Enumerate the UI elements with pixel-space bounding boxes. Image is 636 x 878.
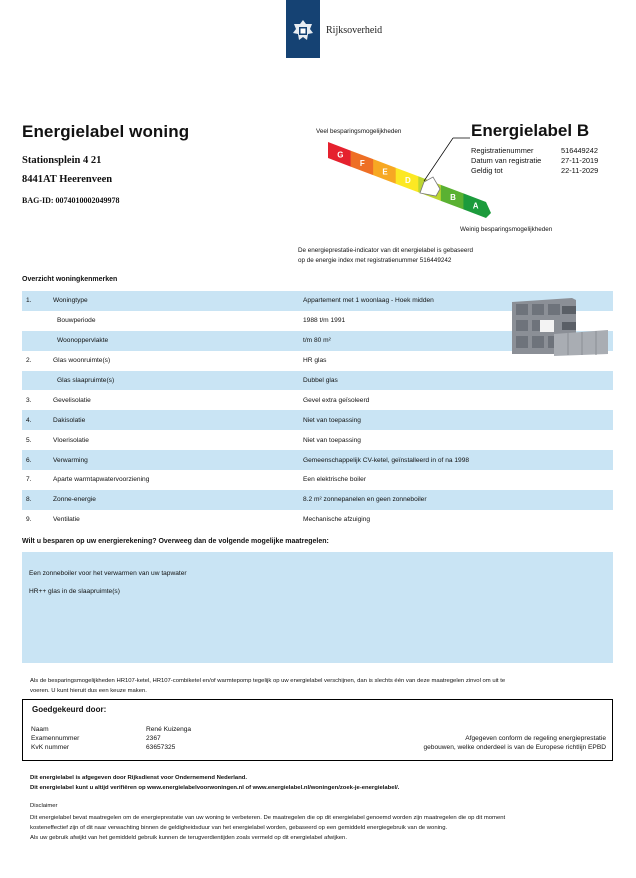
caption-few-savings: Weinig besparingsmogelijkheden <box>460 226 553 233</box>
label-class-letter: E <box>382 167 388 177</box>
disclaimer-text <box>30 813 600 843</box>
footnote-line1: Als de besparingsmogelijkheden HR107-ketel, HR107-combiketel en/of warmtepomp tegelijk op uw energielabel verschijnen, dan is slechts één van deze maatregelen zinvol om uit te <box>30 678 506 684</box>
label-class-letter: B <box>450 193 456 203</box>
approval-box <box>22 699 613 761</box>
label-class-title: Energielabel B <box>471 121 590 140</box>
row-value: Dubbel glas <box>303 371 613 391</box>
disclaimer-line1: Dit energielabel bevat maatregelen om de energieprestatie van uw woning te verbeteren. De maatregelen die op dit energielabel genoemd worden zijn maatregelen die op dit moment <box>30 815 506 821</box>
document-title: Energielabel woning <box>22 122 190 141</box>
approver-name-label: Naam <box>31 726 49 733</box>
row-number <box>22 311 53 331</box>
kvk-number: 63657325 <box>146 744 176 751</box>
row-value: Een elektrische boiler <box>303 476 367 484</box>
row-label: Zonne-energie <box>53 490 303 510</box>
issued-by-note <box>30 773 399 793</box>
table-row <box>22 470 613 490</box>
row-value: Gemeenschappelijk CV-ketel, geïnstalleerd in of na 1998 <box>303 450 613 470</box>
row-label: Glas slaapruimte(s) <box>53 371 303 391</box>
address-city: 8441AT Heerenveen <box>22 174 113 185</box>
row-value: Mechanische afzuiging <box>303 516 371 524</box>
caption-many-savings: Veel besparingsmogelijkheden <box>316 128 402 135</box>
table-row <box>22 510 613 530</box>
registration-date-label: Datum van registratie <box>471 156 542 165</box>
row-label: Ventilatie <box>53 516 80 524</box>
indicator-note <box>298 246 473 266</box>
issued-line2: Dit energielabel kunt u altijd verifiëren op www.energielabelvoorwoningen.nl of www.energielabel.nl/woningen/zoek-je-energielabel/. <box>30 785 400 791</box>
indicator-note-line1: De energieprestatie-indicator van dit energielabel is gebaseerd <box>298 247 474 254</box>
row-value: 8.2 m² zonnepanelen en geen zonneboiler <box>303 490 613 510</box>
row-value: HR glas <box>303 357 327 365</box>
label-class-letter: G <box>337 150 344 160</box>
registration-date: 27-11-2019 <box>561 156 599 165</box>
row-value: Niet van toepassing <box>303 410 613 430</box>
row-label: Gevelisolatie <box>53 396 91 404</box>
valid-until-label: Geldig tot <box>471 166 503 175</box>
row-number: 4. <box>22 410 53 430</box>
measure-item: HR++ glas in de slaapruimte(s) <box>29 588 120 595</box>
measure-item: Een zonneboiler voor het verwarmen van uw tapwater <box>29 570 187 577</box>
table-row <box>22 430 613 450</box>
row-label: Verwarming <box>53 450 303 470</box>
label-class-letter: A <box>472 201 479 211</box>
row-value: Gevel extra geïsoleerd <box>303 396 370 404</box>
table-row <box>22 450 613 470</box>
disclaimer-line3: Als uw gebruik afwijkt van het gemiddeld gebruik kunnen de terugverdientijden zoals vermeld op dit energielabel afwijken. <box>30 835 347 841</box>
row-value: 1988 t/m 1991 <box>303 317 346 325</box>
disclaimer-line2: kosteneffectief zijn of dit naar verwachting binnen de geldigheidsduur van het energielabel worden, gebaseerd op een gemiddeld energiegebruik van de woning. <box>30 825 448 831</box>
table-row <box>22 371 613 391</box>
row-label: Aparte warmtapwatervoorziening <box>53 476 150 484</box>
row-number: 9. <box>26 516 32 524</box>
disclaimer-title: Disclaimer <box>30 803 58 809</box>
row-number <box>22 371 53 391</box>
row-number <box>22 331 53 351</box>
row-number: 6. <box>22 450 53 470</box>
label-class-letter: D <box>405 176 411 185</box>
apartment-building-image <box>510 296 610 358</box>
row-number: 8. <box>22 490 53 510</box>
registration-labels <box>471 146 541 176</box>
kvk-number-label: KvK nummer <box>31 744 70 751</box>
rijksoverheid-logo <box>286 0 320 58</box>
registration-number-label: Registratienummer <box>471 146 534 155</box>
row-number: 7. <box>26 476 32 484</box>
measures-question: Wilt u besparen op uw energierekening? Overweeg dan de volgende mogelijke maatregelen: <box>22 538 329 545</box>
registration-values <box>561 146 598 176</box>
row-label: Dakisolatie <box>53 410 303 430</box>
row-value: Niet van toepassing <box>303 436 361 444</box>
row-value: t/m 80 m² <box>303 331 613 351</box>
measures-box <box>22 552 613 663</box>
approval-values <box>146 725 191 752</box>
valid-until: 22-11-2029 <box>561 166 599 175</box>
table-row <box>22 410 613 430</box>
footnote-line2: voeren. U kunt hieruit dus een keuze maken. <box>30 688 147 694</box>
row-number: 3. <box>26 396 32 404</box>
row-label: Vloerisolatie <box>53 436 89 444</box>
table-row <box>22 490 613 510</box>
regulation-note <box>423 734 606 752</box>
bag-id: BAG-ID: 0074010002049978 <box>22 196 120 205</box>
indicator-note-line2: op de energie index met registratienummer 516449242 <box>298 257 452 264</box>
row-number: 2. <box>26 357 32 365</box>
row-label: Bouwperiode <box>57 317 96 325</box>
crest-icon <box>290 18 316 44</box>
approval-labels <box>31 725 79 752</box>
issued-line1: Dit energielabel is afgegeven door Rijksdienst voor Ondernemend Nederland. <box>30 775 248 781</box>
measures-footnote <box>30 676 590 696</box>
label-class-letter: F <box>359 158 365 168</box>
energy-label-arrow-graphic <box>316 130 496 230</box>
row-label: Woningtype <box>53 291 303 311</box>
approver-name: René Kuizenga <box>146 726 192 733</box>
row-label: Glas woonruimte(s) <box>53 357 111 365</box>
pointer-line <box>424 138 453 181</box>
approval-title: Goedgekeurd door: <box>32 705 107 714</box>
row-number: 1. <box>22 291 53 311</box>
row-value: Appartement met 1 woonlaag - Hoek midden <box>303 291 613 311</box>
org-name: Rijksoverheid <box>326 25 383 36</box>
row-label: Woonoppervlakte <box>53 331 303 351</box>
regulation-note-line2: gebouwen, welke onderdeel is van de Europese richtlijn EPBD <box>423 744 606 751</box>
address-street: Stationsplein 4 21 <box>22 155 102 166</box>
row-number: 5. <box>26 436 32 444</box>
regulation-note-line1: Afgegeven conform de regeling energieprestatie <box>465 735 606 742</box>
registration-number: 516449242 <box>561 146 598 155</box>
overview-title: Overzicht woningkenmerken <box>22 276 118 283</box>
exam-number: 2367 <box>146 735 161 742</box>
exam-number-label: Examennummer <box>31 735 80 742</box>
table-row <box>22 390 613 410</box>
